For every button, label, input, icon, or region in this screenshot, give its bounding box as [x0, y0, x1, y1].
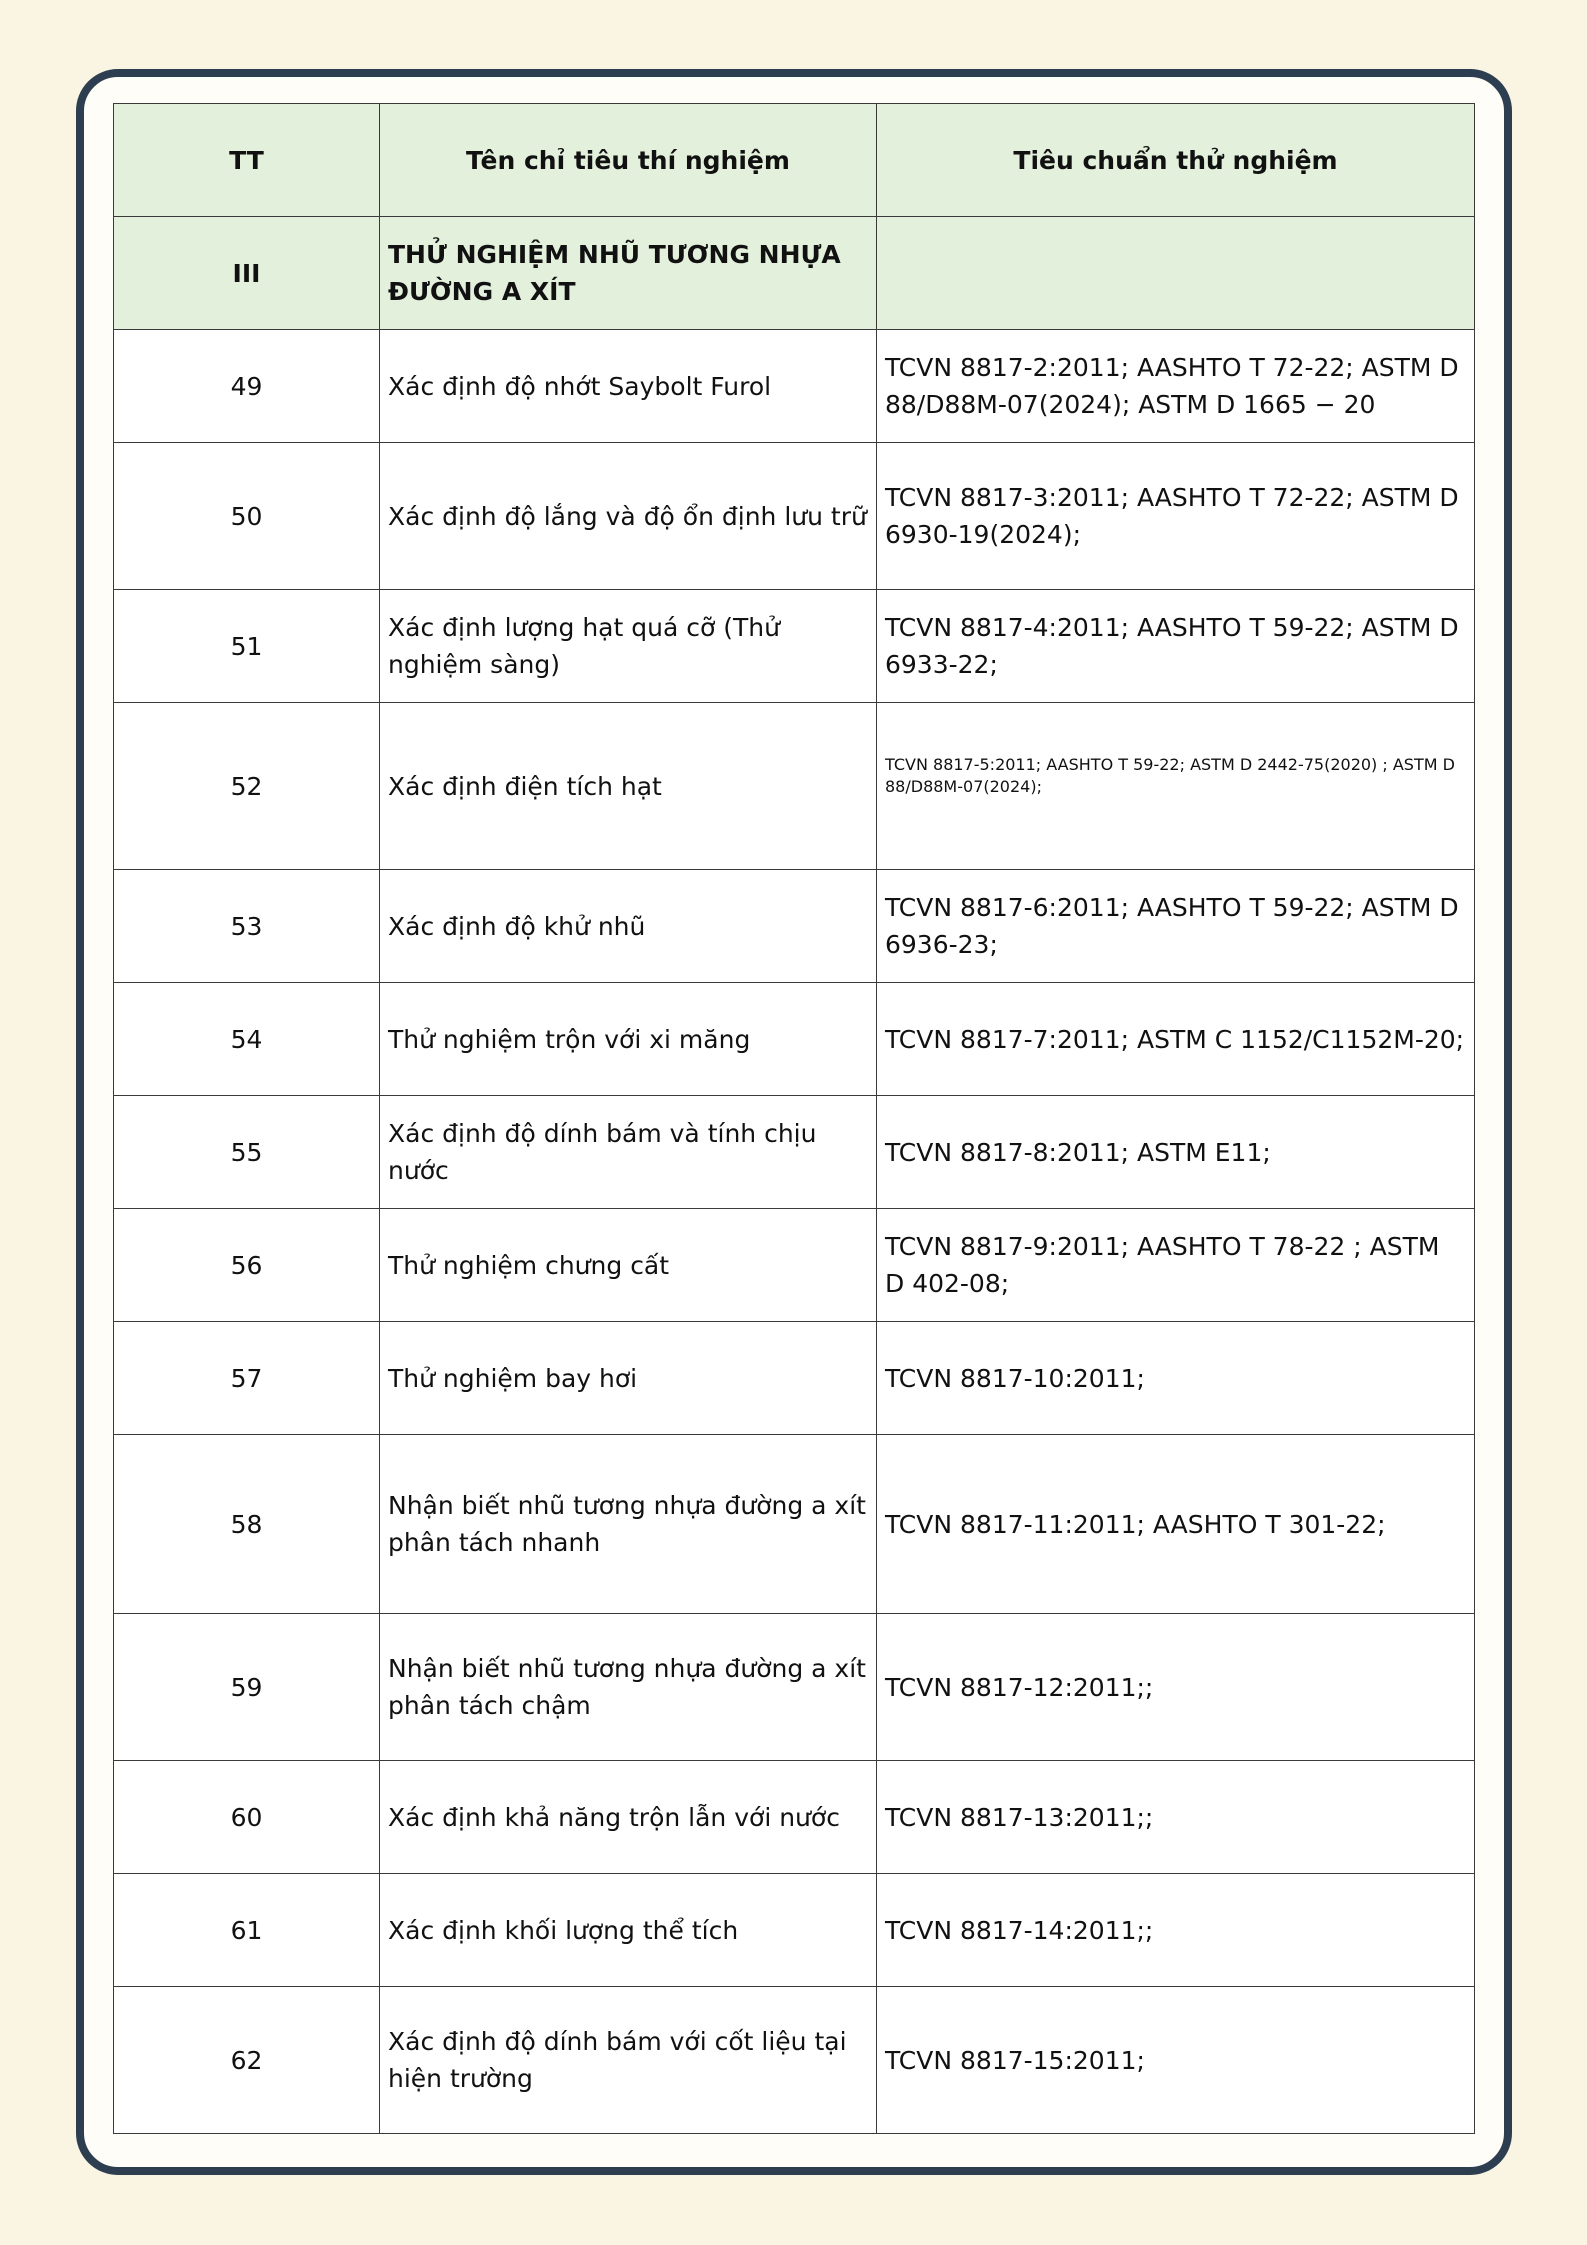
row-number: 59	[114, 1614, 380, 1761]
table-row	[114, 1209, 1475, 1322]
table-row	[114, 1614, 1475, 1761]
table-header-row	[114, 104, 1475, 217]
table-row	[114, 1322, 1475, 1435]
row-test-name: Thử nghiệm chưng cất	[380, 1209, 877, 1322]
row-number: 55	[114, 1096, 380, 1209]
section-standard	[877, 217, 1475, 330]
header-tt: TT	[114, 104, 380, 217]
table-row	[114, 1874, 1475, 1987]
row-standard: TCVN 8817-7:2011; ASTM C 1152/C1152M-20;	[877, 983, 1475, 1096]
section-number: III	[114, 217, 380, 330]
table-row	[114, 1435, 1475, 1614]
row-test-name: Nhận biết nhũ tương nhựa đường a xít phân tách chậm	[380, 1614, 877, 1761]
row-test-name: Xác định độ dính bám với cốt liệu tại hiện trường	[380, 1987, 877, 2134]
row-standard: TCVN 8817-5:2011; AASHTO T 59-22; ASTM D 2442-75(2020) ; ASTM D 88/D88M-07(2024);	[877, 703, 1475, 870]
row-standard: TCVN 8817-2:2011; AASHTO T 72-22; ASTM D 88/D88M-07(2024); ASTM D 1665 − 20	[877, 330, 1475, 443]
row-test-name: Xác định độ dính bám và tính chịu nước	[380, 1096, 877, 1209]
row-number: 60	[114, 1761, 380, 1874]
table-row	[114, 590, 1475, 703]
row-test-name: Xác định lượng hạt quá cỡ (Thử nghiệm sàng)	[380, 590, 877, 703]
row-number: 49	[114, 330, 380, 443]
row-number: 53	[114, 870, 380, 983]
row-test-name: Nhận biết nhũ tương nhựa đường a xít phân tách nhanh	[380, 1435, 877, 1614]
row-standard: TCVN 8817-14:2011;;	[877, 1874, 1475, 1987]
row-standard: TCVN 8817-4:2011; AASHTO T 59-22; ASTM D 6933-22;	[877, 590, 1475, 703]
table-row	[114, 1096, 1475, 1209]
table-row	[114, 870, 1475, 983]
row-number: 50	[114, 443, 380, 590]
table-row	[114, 1987, 1475, 2134]
row-number: 61	[114, 1874, 380, 1987]
row-standard: TCVN 8817-8:2011; ASTM E11;	[877, 1096, 1475, 1209]
test-standards-table	[113, 103, 1475, 2134]
table-row	[114, 443, 1475, 590]
row-test-name: Xác định khối lượng thể tích	[380, 1874, 877, 1987]
table-row	[114, 330, 1475, 443]
row-standard: TCVN 8817-9:2011; AASHTO T 78-22 ; ASTM D 402-08;	[877, 1209, 1475, 1322]
row-number: 58	[114, 1435, 380, 1614]
row-standard: TCVN 8817-6:2011; AASHTO T 59-22; ASTM D 6936-23;	[877, 870, 1475, 983]
table-row	[114, 703, 1475, 870]
row-standard: TCVN 8817-3:2011; AASHTO T 72-22; ASTM D 6930-19(2024);	[877, 443, 1475, 590]
row-number: 62	[114, 1987, 380, 2134]
row-standard: TCVN 8817-15:2011;	[877, 1987, 1475, 2134]
row-test-name: Xác định độ khử nhũ	[380, 870, 877, 983]
row-number: 52	[114, 703, 380, 870]
row-test-name: Xác định điện tích hạt	[380, 703, 877, 870]
row-standard: TCVN 8817-10:2011;	[877, 1322, 1475, 1435]
row-test-name: Xác định khả năng trộn lẫn với nước	[380, 1761, 877, 1874]
row-standard: TCVN 8817-13:2011;;	[877, 1761, 1475, 1874]
row-number: 57	[114, 1322, 380, 1435]
table-row	[114, 983, 1475, 1096]
row-test-name: Thử nghiệm bay hơi	[380, 1322, 877, 1435]
row-standard: TCVN 8817-12:2011;;	[877, 1614, 1475, 1761]
header-standard: Tiêu chuẩn thử nghiệm	[877, 104, 1475, 217]
header-test-name: Tên chỉ tiêu thí nghiệm	[380, 104, 877, 217]
row-number: 51	[114, 590, 380, 703]
row-standard: TCVN 8817-11:2011; AASHTO T 301-22;	[877, 1435, 1475, 1614]
row-test-name: Xác định độ nhớt Saybolt Furol	[380, 330, 877, 443]
row-test-name: Thử nghiệm trộn với xi măng	[380, 983, 877, 1096]
table-row	[114, 1761, 1475, 1874]
row-test-name: Xác định độ lắng và độ ổn định lưu trữ	[380, 443, 877, 590]
section-title: THỬ NGHIỆM NHŨ TƯƠNG NHỰA ĐƯỜNG A XÍT	[380, 217, 877, 330]
section-row	[114, 217, 1475, 330]
row-number: 54	[114, 983, 380, 1096]
row-number: 56	[114, 1209, 380, 1322]
